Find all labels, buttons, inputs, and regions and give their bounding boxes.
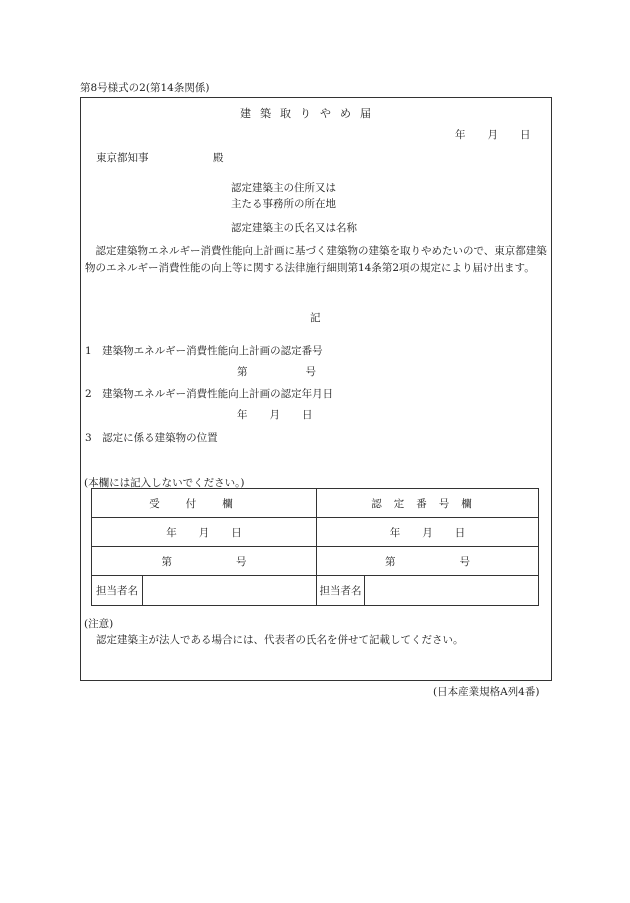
cert-number-header: 認定番号欄 [317,489,539,518]
reception-staff-label: 担当者名 [92,576,143,606]
applicant-address-label-1: 認定建築主の住所又は [231,182,336,194]
cert-staff-label: 担当者名 [317,576,365,606]
form-title: 建築取りやめ届 [240,107,380,120]
month-label: 月 [487,129,498,141]
item-2-label: 2 建築物エネルギー消費性能向上計画の認定年月日 [85,388,334,400]
item-1-label: 1 建築物エネルギー消費性能向上計画の認定番号 [85,345,323,357]
form-number: 第8号様式の2(第14条関係) [80,82,210,94]
year-label: 年 [237,409,248,421]
item-3-label: 3 認定に係る建築物の位置 [85,432,218,444]
office-use-table [91,488,539,606]
cert-date-cell[interactable]: 年 月 日 [317,518,539,547]
applicant-name-label: 認定建築主の氏名又は名称 [231,222,357,234]
day-label: 日 [520,129,531,141]
notification-body: 認定建築物エネルギー消費性能向上計画に基づく建築物の建築を取りやめたいので、東京都建築物のエネルギー消費性能の向上等に関する法律施行細則第14条第2項の規定により届け出ます。 [85,245,547,274]
certification-number-field[interactable] [237,364,316,379]
cert-staff-field[interactable] [365,576,539,606]
paper-size-note: (日本産業規格A列4番) [433,686,540,698]
month-label: 月 [269,409,280,421]
cert-number-cell[interactable]: 第 号 [317,547,539,576]
note-text: 認定建築主が法人である場合には、代表者の氏名を併せて記載してください。 [96,634,464,646]
go-label: 号 [305,366,316,378]
reception-date-cell[interactable]: 年 月 日 [92,518,317,547]
ki-heading: 記 [310,312,321,324]
dai-label: 第 [237,366,248,378]
addressee-honorific: 殿 [213,152,224,164]
reception-number-cell[interactable]: 第 号 [92,547,317,576]
year-label: 年 [455,129,466,141]
note-title: (注意) [84,618,114,630]
applicant-address-label-2: 主たる事務所の所在地 [231,198,336,210]
reception-staff-field[interactable] [143,576,317,606]
addressee-name: 東京都知事 [96,152,149,164]
office-use-note: (本欄には記入しないでください。) [84,477,245,489]
submission-date[interactable] [455,127,531,142]
day-label: 日 [302,409,313,421]
reception-header: 受付欄 [92,489,317,518]
certification-date-field[interactable] [237,407,313,422]
